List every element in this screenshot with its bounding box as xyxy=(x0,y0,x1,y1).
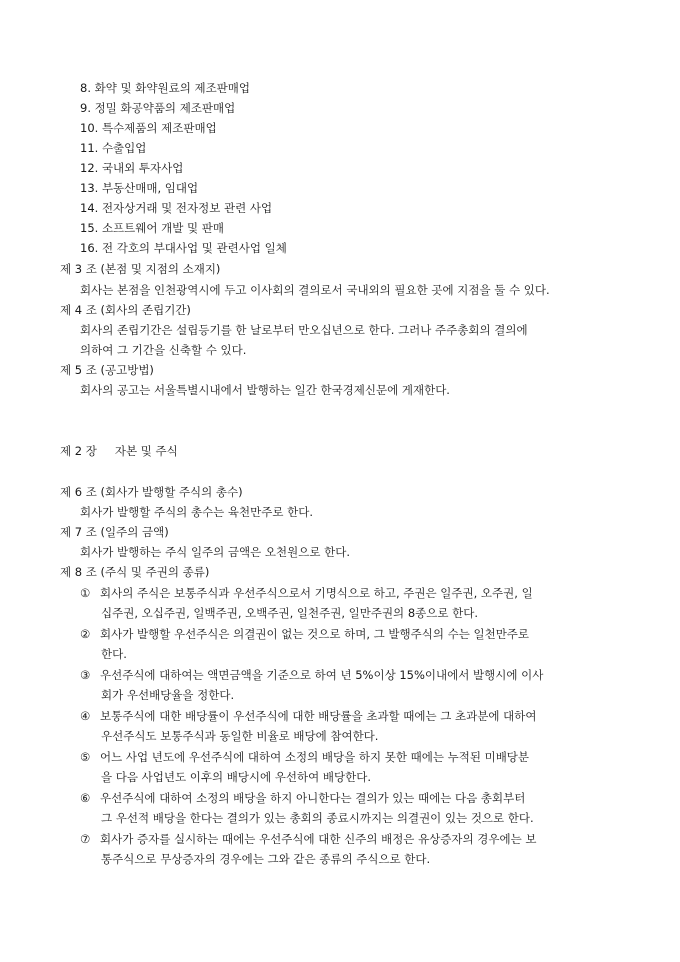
clause-text: 회사가 증자를 실시하는 때에는 우선주식에 대한 신주의 배정은 유상증자의 경우에는 보 xyxy=(100,832,537,846)
chapter-number: 제 2 장 xyxy=(60,444,97,458)
clause-number: ⑤ xyxy=(80,750,91,764)
article-8-heading: 제 8 조 (주식 및 주권의 종류) xyxy=(60,565,210,579)
clause-line xyxy=(80,585,533,601)
article-5-heading: 제 5 조 (공고방법) xyxy=(60,363,154,377)
business-item: 13. 부동산매매, 임대업 xyxy=(80,181,199,195)
clause-number: ④ xyxy=(80,709,91,723)
clause-continuation: 십주권, 오십주권, 일백주권, 오백주권, 일천주권, 일만주권의 8종으로 한다. xyxy=(101,606,478,620)
article-7-body: 회사가 발행하는 주식 일주의 금액은 오천원으로 한다. xyxy=(80,545,350,559)
clause-continuation: 통주식으로 무상증자의 경우에는 그와 같은 종류의 주식으로 한다. xyxy=(101,852,431,866)
clause-text: 우선주식에 대하여 소정의 배당을 하지 아니한다는 결의가 있는 때에는 다음 총회부터 xyxy=(100,791,526,805)
business-item: 10. 특수제품의 제조판매업 xyxy=(80,121,217,135)
article-7-heading: 제 7 조 (일주의 금액) xyxy=(60,525,169,539)
clause-line xyxy=(80,749,529,765)
clause-line xyxy=(80,708,536,724)
business-item: 11. 수출입업 xyxy=(80,141,147,155)
article-3-heading: 제 3 조 (본점 및 지점의 소재지) xyxy=(60,262,221,276)
clause-continuation: 그 우선적 배당을 한다는 결의가 있는 총회의 종료시까지는 의결권이 있는 것으로 한다. xyxy=(101,811,534,825)
chapter-2-heading xyxy=(60,443,178,459)
business-item: 9. 정밀 화공약품의 제조판매업 xyxy=(80,101,236,115)
clause-text: 보통주식에 대한 배당률이 우선주식에 대한 배당률을 초과할 때에는 그 초과분에 대하여 xyxy=(100,709,537,723)
clause-continuation: 을 다음 사업년도 이후의 배당시에 우선하여 배당한다. xyxy=(101,770,371,784)
article-6-body: 회사가 발행할 주식의 총수는 육천만주로 한다. xyxy=(80,505,314,519)
article-6-heading: 제 6 조 (회사가 발행할 주식의 총수) xyxy=(60,485,243,499)
business-item: 16. 전 각호의 부대사업 및 관련사업 일체 xyxy=(80,241,287,255)
business-item: 12. 국내외 투자사업 xyxy=(80,161,184,175)
clause-line xyxy=(80,626,529,642)
clause-number: ⑥ xyxy=(80,791,91,805)
clause-number: ② xyxy=(80,627,91,641)
clause-line xyxy=(80,790,525,806)
clause-text: 회사의 주식은 보통주식과 우선주식으로서 기명식으로 하고, 주권은 일주권, 오주권, 일 xyxy=(100,586,533,600)
business-item: 8. 화약 및 화약원료의 제조판매업 xyxy=(80,81,251,95)
article-3-body: 회사는 본점을 인천광역시에 두고 이사회의 결의로서 국내외의 필요한 곳에 지점을 둘 수 있다. xyxy=(80,283,550,297)
business-item: 14. 전자상거래 및 전자정보 관련 사업 xyxy=(80,201,273,215)
business-item: 15. 소프트웨어 개발 및 판매 xyxy=(80,221,224,235)
clause-text: 회사가 발행할 우선주식은 의결권이 없는 것으로 하며, 그 발행주식의 수는 일천만주로 xyxy=(100,627,530,641)
clause-continuation: 회가 우선배당율을 정한다. xyxy=(101,688,235,702)
article-4-heading: 제 4 조 (회사의 존립기간) xyxy=(60,303,191,317)
clause-continuation: 한다. xyxy=(101,647,127,661)
clause-line xyxy=(80,831,536,847)
article-4-body-line-1: 회사의 존립기간은 설립등기를 한 날로부터 만오십년으로 한다. 그러나 주주총회의 결의에 xyxy=(80,323,528,337)
clause-text: 어느 사업 년도에 우선주식에 대하여 소정의 배당을 하지 못한 때에는 누적된 미배당분 xyxy=(100,750,530,764)
article-4-body-line-2: 의하여 그 기간을 신축할 수 있다. xyxy=(80,343,247,357)
clause-number: ③ xyxy=(80,668,91,682)
clause-continuation: 우선주식도 보통주식과 동일한 비율로 배당에 참여한다. xyxy=(101,729,379,743)
chapter-title: 자본 및 주식 xyxy=(114,444,178,458)
clause-number: ① xyxy=(80,586,91,600)
clause-line xyxy=(80,667,543,683)
clause-number: ⑦ xyxy=(80,832,91,846)
clause-text: 우선주식에 대하여는 액면금액을 기준으로 하여 년 5%이상 15%이내에서 발행시에 이사 xyxy=(100,668,544,682)
article-5-body: 회사의 공고는 서울특별시내에서 발행하는 일간 한국경제신문에 게재한다. xyxy=(80,383,450,397)
